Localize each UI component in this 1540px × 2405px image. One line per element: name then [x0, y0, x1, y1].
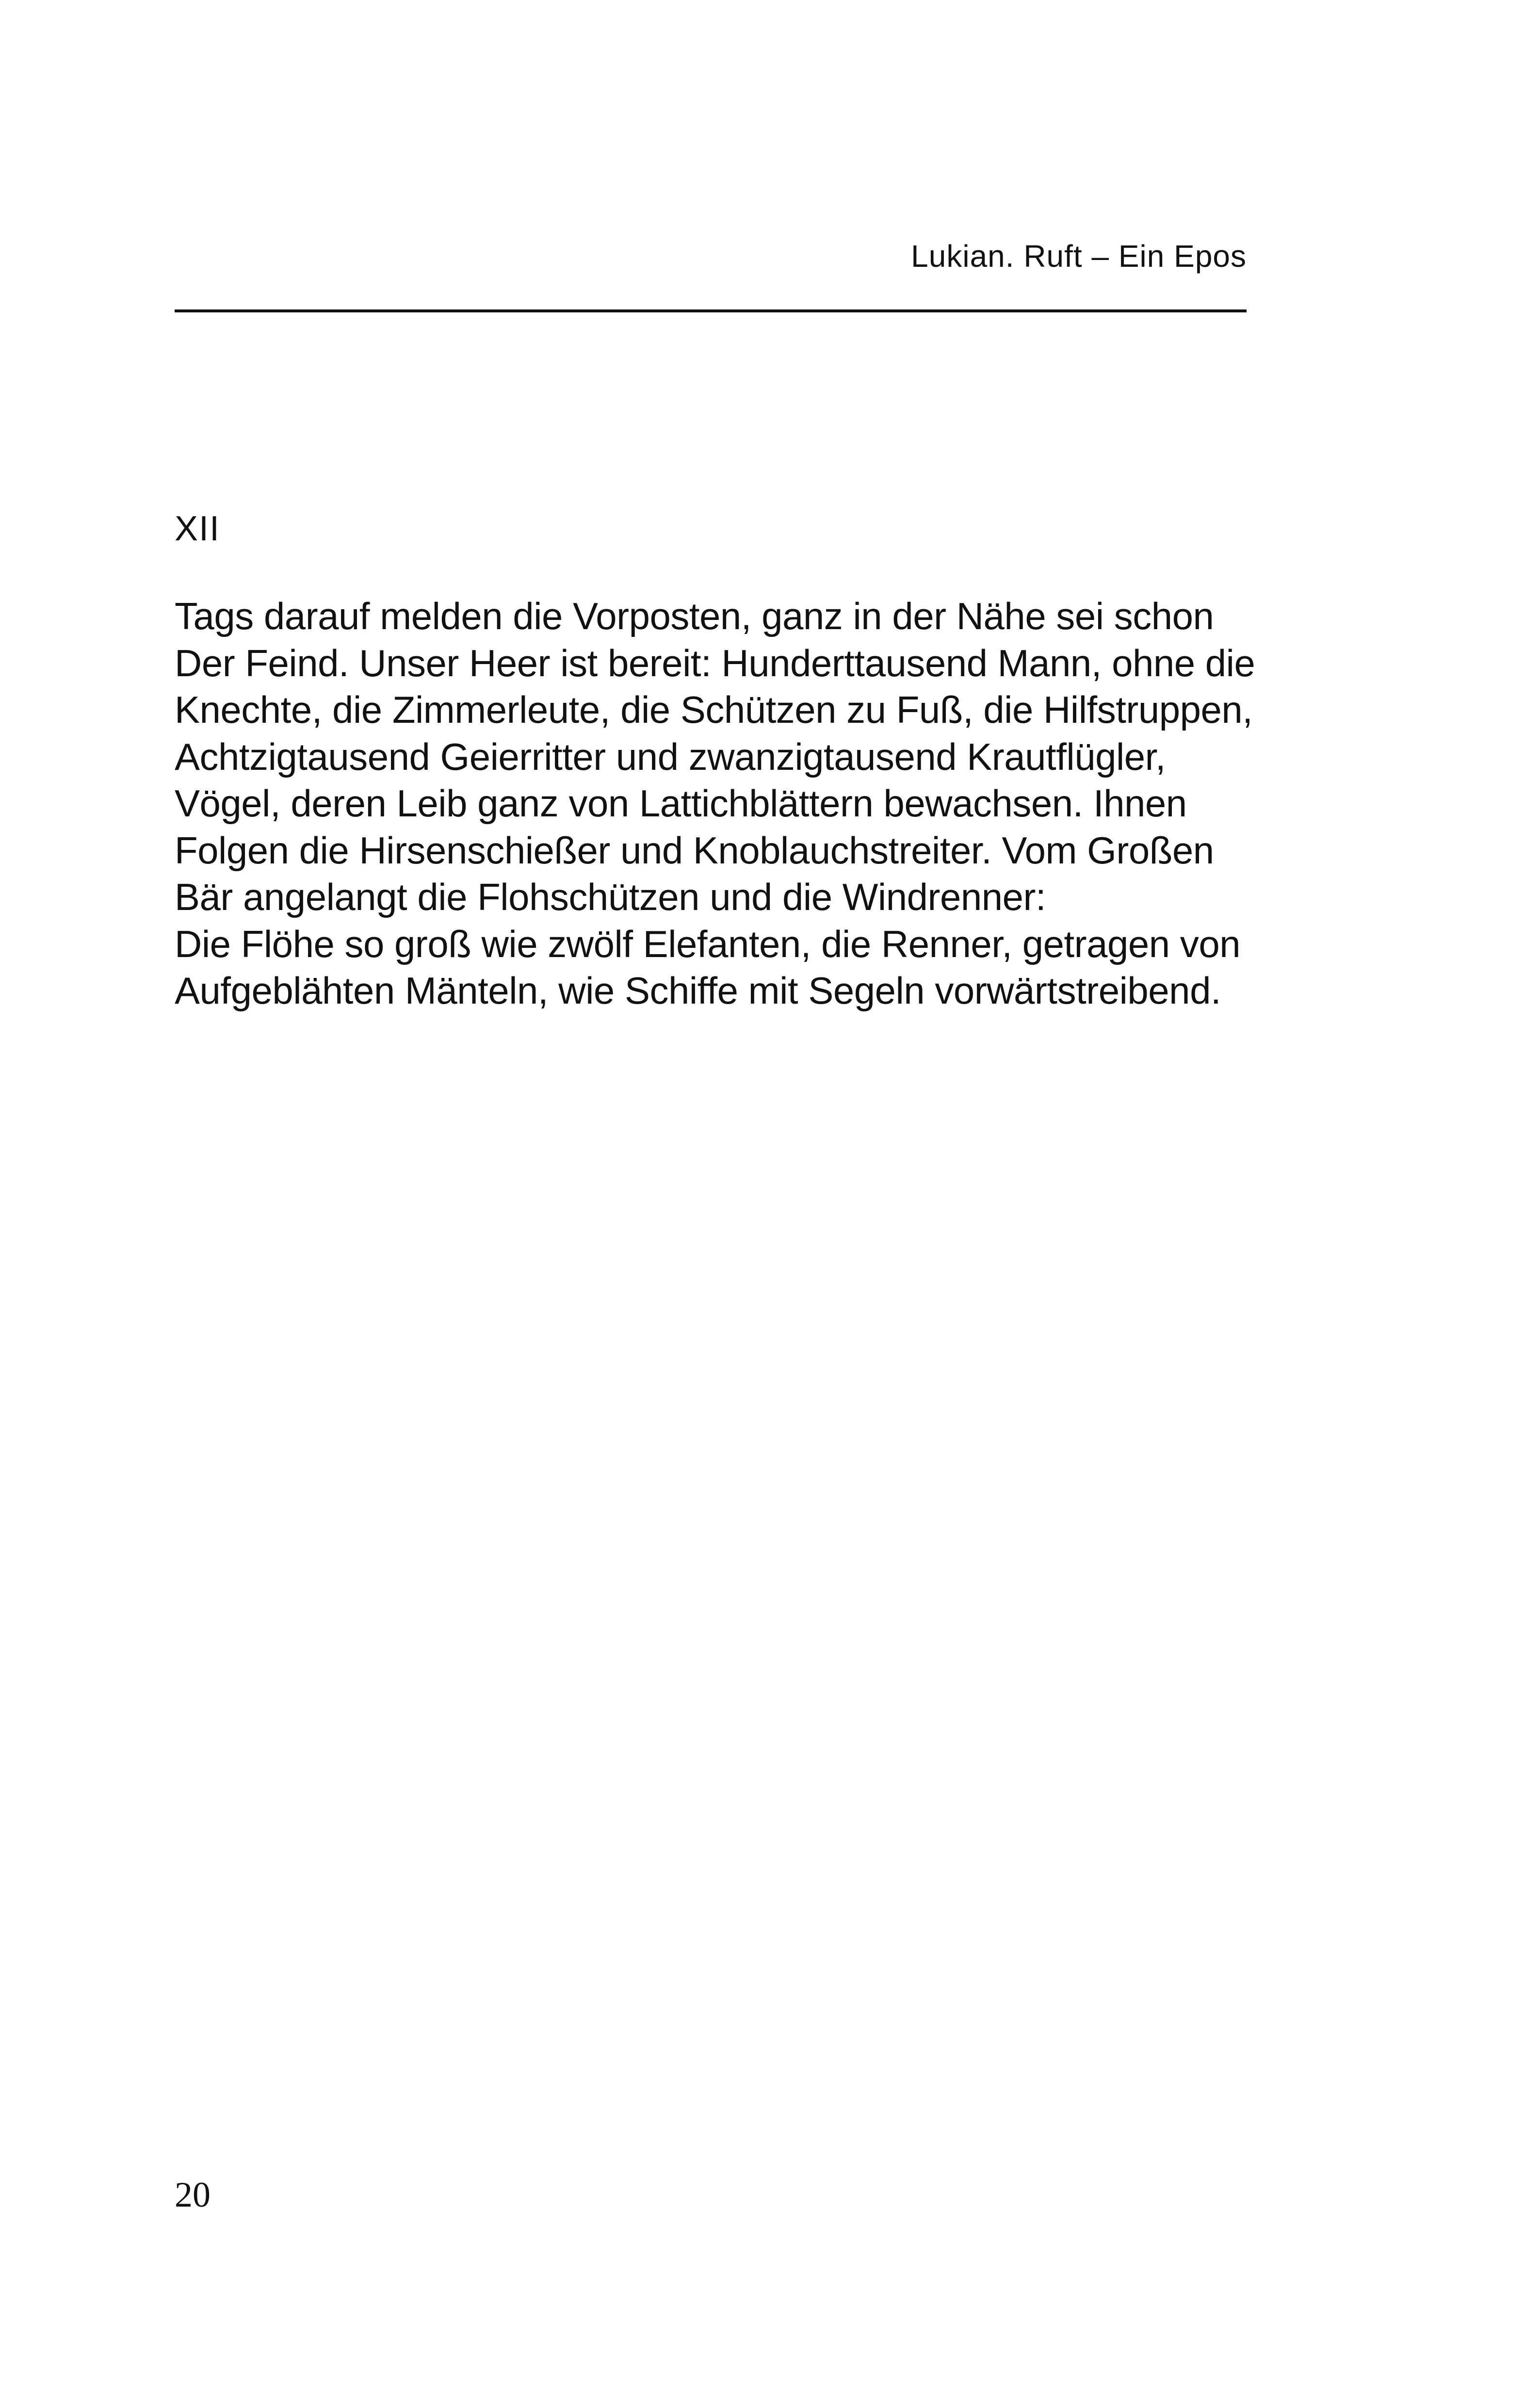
verse-line: Tags darauf melden die Vorposten, ganz in der Nähe sei schon: [175, 595, 1214, 637]
verse-line: Bär angelangt die Flohschützen und die Windrenner:: [175, 876, 1046, 918]
verse-line: Knechte, die Zimmerleute, die Schützen zu Fuß, die Hilfstruppen,: [175, 688, 1253, 731]
header-rule: [175, 309, 1247, 312]
running-head-title: Lukian. Ruft – Ein Epos: [911, 239, 1247, 274]
page-number: 20: [175, 2175, 211, 2215]
verse-line: Die Flöhe so groß wie zwölf Elefanten, die Renner, getragen von: [175, 922, 1241, 965]
verse-line: Aufgeblähten Mänteln, wie Schiffe mit Segeln vorwärtstreibend.: [175, 969, 1221, 1012]
verse-line: Achtzigtausend Geierritter und zwanzigtausend Krautflügler,: [175, 735, 1166, 778]
verse-line: Vögel, deren Leib ganz von Lattichblättern bewachsen. Ihnen: [175, 782, 1187, 825]
chapter-heading: XII: [175, 509, 221, 548]
verse-line: Der Feind. Unser Heer ist bereit: Hunderttausend Mann, ohne die: [175, 641, 1255, 684]
verse-line: Folgen die Hirsenschießer und Knoblauchstreiter. Vom Großen: [175, 829, 1214, 872]
verse-block: [175, 593, 1290, 1014]
